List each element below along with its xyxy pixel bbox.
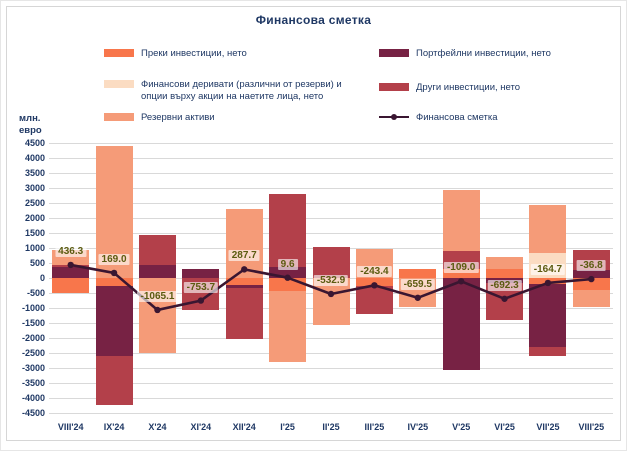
y-axis-tick: -4000 bbox=[21, 393, 45, 403]
legend-item-portfolio bbox=[379, 48, 551, 60]
x-axis-label: XII'24 bbox=[232, 422, 256, 432]
y-axis-tick: 500 bbox=[29, 258, 45, 268]
y-axis-tick: 0 bbox=[39, 273, 45, 283]
y-axis-tick: -500 bbox=[26, 288, 45, 298]
x-axis-label: VI'25 bbox=[494, 422, 515, 432]
legend-label: Финансова сметка bbox=[416, 112, 498, 123]
data-label: -243.4 bbox=[357, 266, 391, 277]
legend-label: Финансови деривати (различни от резерви) и опции върху акции на наетите лица, нето bbox=[141, 79, 342, 102]
line-marker bbox=[154, 307, 160, 313]
y-axis-tick: -4500 bbox=[21, 408, 45, 418]
line-marker bbox=[501, 296, 507, 302]
line-marker bbox=[241, 266, 247, 272]
legend-item-reserves bbox=[104, 112, 215, 124]
line-marker bbox=[371, 282, 377, 288]
x-axis-label: X'24 bbox=[148, 422, 167, 432]
legend-label: Резервни активи bbox=[141, 112, 215, 123]
portfolio-investment-swatch-icon bbox=[379, 49, 409, 57]
direct-investment-swatch-icon bbox=[104, 49, 134, 57]
legend-item-direct bbox=[104, 48, 247, 60]
data-label: 9.6 bbox=[278, 259, 298, 270]
y-axis-tick: -3500 bbox=[21, 378, 45, 388]
data-label: -692.3 bbox=[487, 280, 521, 291]
reserve-assets-swatch-icon bbox=[104, 113, 134, 121]
y-axis-tick: 4000 bbox=[24, 153, 45, 163]
x-axis-label: VII'25 bbox=[536, 422, 560, 432]
legend-label: Портфейлни инвестиции, нето bbox=[416, 48, 551, 59]
data-label: -532.9 bbox=[314, 275, 348, 286]
line-marker bbox=[198, 297, 204, 303]
line-marker bbox=[415, 295, 421, 301]
line-marker bbox=[67, 262, 73, 268]
y-axis-tick: -1500 bbox=[21, 318, 45, 328]
x-axis-label: IV'25 bbox=[407, 422, 429, 432]
line-marker bbox=[588, 276, 594, 282]
data-label: -659.5 bbox=[401, 279, 435, 290]
x-axis-label: XI'24 bbox=[190, 422, 212, 432]
other-investment-swatch-icon bbox=[379, 83, 409, 91]
y-axis-tick: 4500 bbox=[24, 138, 45, 148]
x-axis-label: III'25 bbox=[364, 422, 385, 432]
x-axis-label: VIII'25 bbox=[578, 422, 605, 432]
x-axis-label: VIII'24 bbox=[57, 422, 84, 432]
legend-item-other bbox=[379, 82, 520, 94]
legend-label: Преки инвестиции, нето bbox=[141, 48, 247, 59]
line-marker bbox=[458, 278, 464, 284]
data-label: -164.7 bbox=[531, 264, 565, 275]
data-label: 287.7 bbox=[229, 250, 260, 261]
y-axis-tick: 3500 bbox=[24, 168, 45, 178]
data-label: 436.3 bbox=[55, 246, 86, 257]
legend-item-derivatives bbox=[104, 79, 356, 103]
data-label: -36.8 bbox=[577, 260, 606, 271]
line-marker bbox=[284, 275, 290, 281]
y-axis-tick: -2500 bbox=[21, 348, 45, 358]
y-axis-tick: 1500 bbox=[24, 228, 45, 238]
x-axis-label: IX'24 bbox=[103, 422, 125, 432]
y-axis-tick: 1000 bbox=[24, 243, 45, 253]
line-marker bbox=[328, 291, 334, 297]
y-axis-tick: -1000 bbox=[21, 303, 45, 313]
y-axis-tick: 2500 bbox=[24, 198, 45, 208]
y-axis-tick: -3000 bbox=[21, 363, 45, 373]
plot-area bbox=[49, 143, 613, 413]
legend-label: Други инвестиции, нето bbox=[416, 82, 521, 93]
gridline bbox=[49, 413, 613, 414]
y-axis-unit-label: млн. евро bbox=[19, 113, 42, 136]
x-axis-label: I'25 bbox=[280, 422, 295, 432]
data-label: -753.7 bbox=[184, 282, 218, 293]
y-axis-tick: 2000 bbox=[24, 213, 45, 223]
y-axis-tick: 3000 bbox=[24, 183, 45, 193]
derivatives-swatch-icon bbox=[104, 80, 134, 88]
chart-title: Финансова сметка bbox=[255, 13, 372, 27]
legend-item-financial-account-line bbox=[379, 112, 498, 124]
data-label: -109.0 bbox=[444, 262, 478, 273]
y-axis-tick: -2000 bbox=[21, 333, 45, 343]
financial-account-line-swatch-icon bbox=[379, 113, 409, 121]
data-label: -1065.1 bbox=[137, 291, 177, 302]
line-marker bbox=[545, 280, 551, 286]
data-label: 169.0 bbox=[99, 254, 130, 265]
line-marker bbox=[111, 270, 117, 276]
x-axis-label: V'25 bbox=[452, 422, 471, 432]
x-axis-label: II'25 bbox=[322, 422, 340, 432]
